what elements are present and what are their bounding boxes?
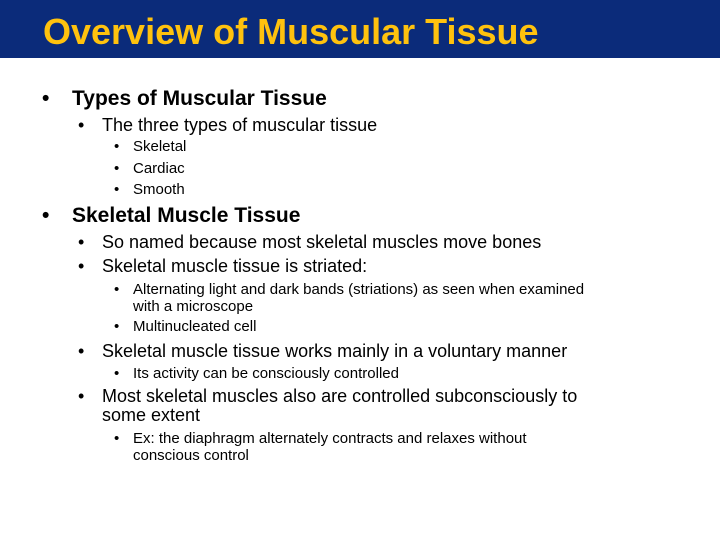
- detail-text-line2: with a microscope: [133, 298, 254, 315]
- bullet-icon: •: [42, 87, 50, 110]
- bullet-icon: •: [78, 232, 85, 252]
- section-heading-text: Skeletal Muscle Tissue: [72, 204, 301, 227]
- detail-text-line1: Alternating light and dark bands (striations) as seen when examined: [133, 281, 585, 298]
- bullet-icon: •: [114, 281, 120, 298]
- detail-text: Multinucleated cell: [133, 318, 257, 335]
- detail-diaphragm: [114, 430, 527, 464]
- bullet-icon: •: [78, 115, 85, 135]
- list-item-smooth: [114, 181, 185, 198]
- subpoint-subconscious: [78, 386, 578, 425]
- list-item-text: Cardiac: [133, 160, 185, 177]
- subpoint-move-bones: [78, 232, 542, 252]
- detail-text-line2: conscious control: [133, 447, 249, 464]
- bullet-icon: •: [78, 256, 85, 276]
- bullet-icon: •: [114, 365, 120, 382]
- bullet-icon: •: [78, 386, 85, 406]
- bullet-icon: •: [114, 160, 120, 177]
- list-item-text: Smooth: [133, 181, 185, 198]
- subpoint-text: The three types of muscular tissue: [102, 115, 378, 135]
- list-item-skeletal: [114, 138, 187, 155]
- section-heading-text: Types of Muscular Tissue: [72, 87, 327, 110]
- bullet-icon: •: [42, 204, 50, 227]
- list-item-cardiac: [114, 160, 185, 177]
- list-item-text: Skeletal: [133, 138, 187, 155]
- subpoint-three-types: [78, 115, 378, 135]
- subpoint-text: So named because most skeletal muscles move bones: [102, 232, 542, 252]
- subpoint-text-line2: some extent: [102, 405, 201, 425]
- subpoint-text: Skeletal muscle tissue is striated:: [102, 256, 368, 276]
- bullet-icon: •: [114, 430, 120, 447]
- bullet-icon: •: [114, 138, 120, 155]
- subpoint-voluntary: [78, 341, 568, 361]
- subpoint-text: Skeletal muscle tissue works mainly in a voluntary manner: [102, 341, 568, 361]
- section-heading-skeletal: [42, 204, 301, 228]
- detail-multinucleated: [114, 318, 257, 335]
- detail-consciously-controlled: [114, 365, 399, 382]
- detail-text: Its activity can be consciously controlled: [133, 365, 399, 382]
- bullet-icon: •: [114, 181, 120, 198]
- slide-title: Overview of Muscular Tissue: [43, 11, 539, 52]
- subpoint-striated: [78, 256, 368, 276]
- bullet-icon: •: [78, 341, 85, 361]
- section-heading-types: [42, 87, 327, 111]
- subpoint-text-line1: Most skeletal muscles also are controlled subconsciously to: [102, 386, 578, 406]
- bullet-icon: •: [114, 318, 120, 335]
- detail-text-line1: Ex: the diaphragm alternately contracts and relaxes without: [133, 430, 527, 447]
- detail-striations: [114, 281, 585, 315]
